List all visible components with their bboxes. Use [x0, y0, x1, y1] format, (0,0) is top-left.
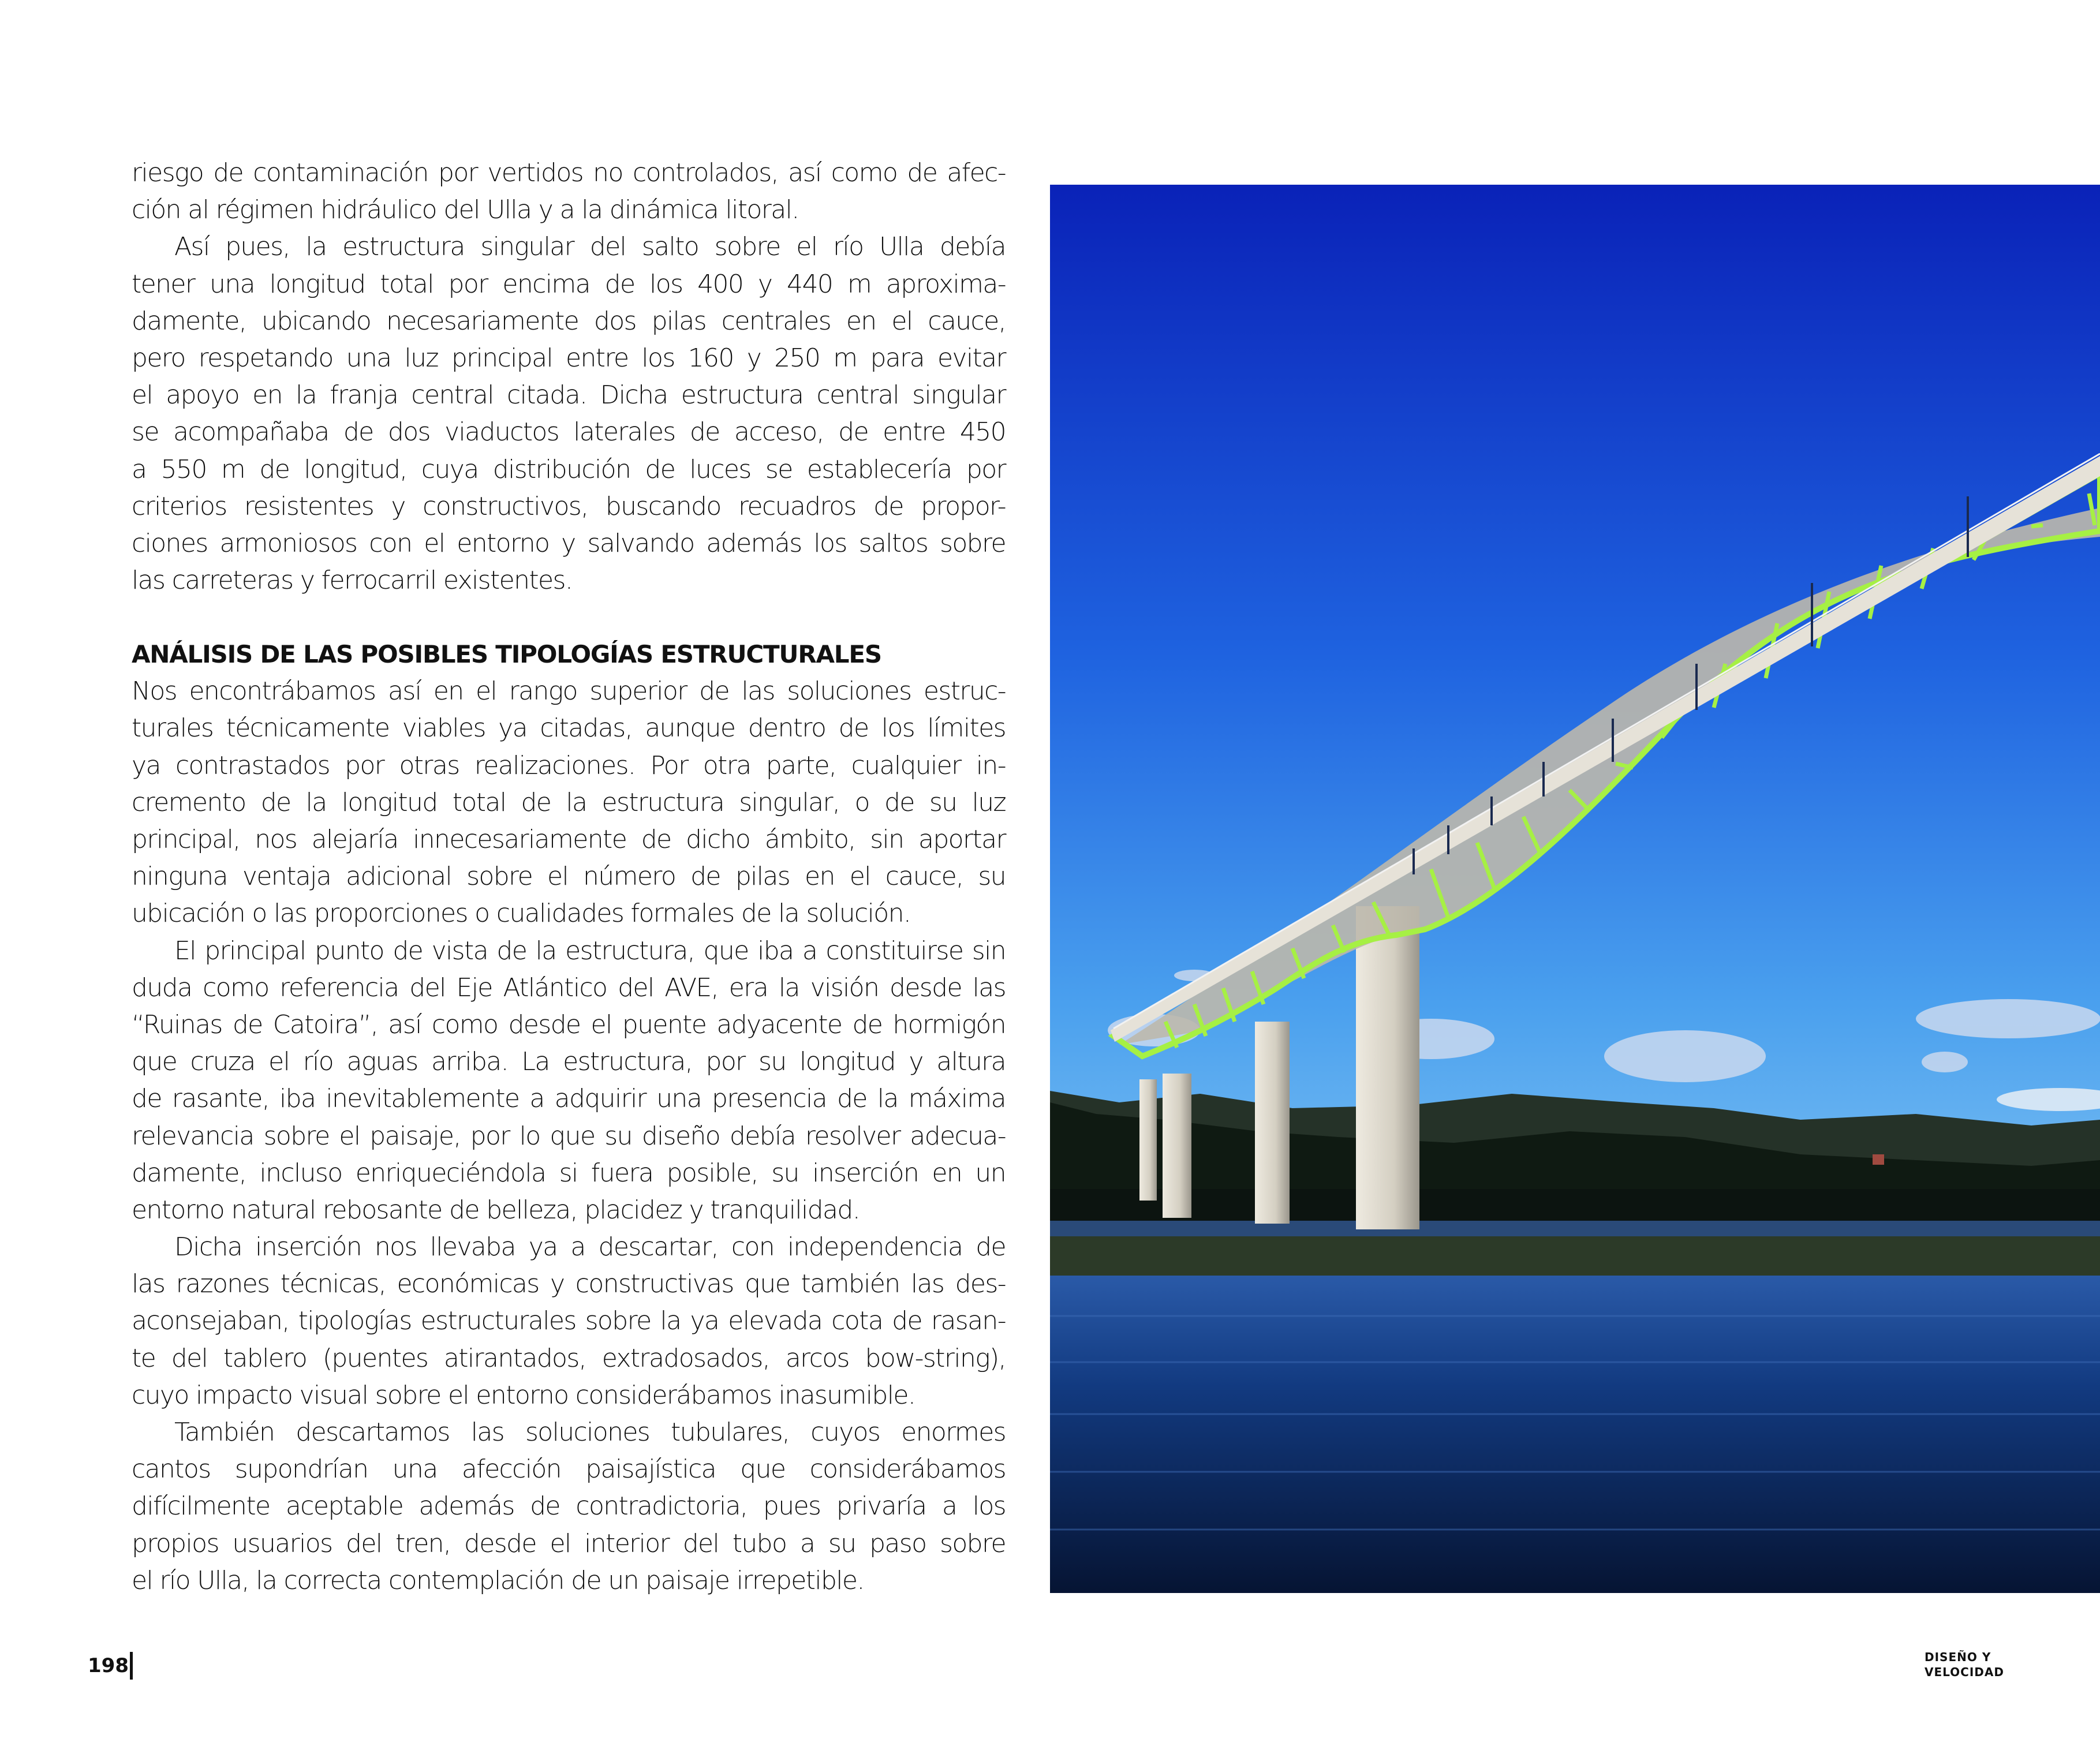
text-line: ya contrastados por otras realizaciones. Por otra parte, cualquier in- [132, 750, 1006, 780]
text-line: que cruza el río aguas arriba. La estructura, por su longitud y altura [132, 1047, 1006, 1077]
text-line: tener una longitud total por encima de los 400 y 440 m aproxima- [132, 269, 1006, 299]
text-line: turales técnicamente viables ya citadas, aunque dentro de los límites [132, 713, 1006, 743]
section-gap [132, 599, 1006, 636]
paragraph-5 [132, 1229, 1006, 1414]
text-line: ninguna ventaja adicional sobre el número de pilas en el cauce, su [132, 862, 1006, 892]
text-line: principal, nos alejaría innecesariamente de dicho ámbito, sin aportar [132, 825, 1006, 854]
text-line: damente, incluso enriqueciéndola si fuera posible, su inserción en un [132, 1158, 1006, 1188]
text-line: las carreteras y ferrocarril existentes. [132, 566, 573, 596]
running-head [1925, 1650, 2004, 1680]
text-line: pero respetando una luz principal entre los 160 y 250 m para evitar [132, 343, 1006, 373]
text-line: Dicha inserción nos llevaba ya a descartar, con independencia de [174, 1232, 1006, 1262]
text-line: propios usuarios del tren, desde el interior del tubo a su paso sobre [132, 1528, 1006, 1558]
paragraph-4 [132, 933, 1006, 1229]
text-line: damente, ubicando necesariamente dos pilas centrales en el cauce, [132, 306, 1006, 336]
text-line: Nos encontrábamos así en el rango superior de las soluciones estruc- [132, 676, 1006, 706]
bridge-photo [1050, 185, 2100, 1593]
text-line: se acompañaba de dos viaductos laterales de acceso, de entre 450 [132, 417, 1006, 447]
text-line: Así pues, la estructura singular del salto sobre el río Ulla debía [174, 232, 1006, 262]
text-line: difícilmente aceptable además de contradictoria, pues privaría a los [132, 1491, 1006, 1521]
text-line: de rasante, iba inevitablemente a adquirir una presencia de la máxima [132, 1084, 1006, 1114]
text-line: te del tablero (puentes atirantados, extradosados, arcos bow-string), [132, 1343, 1006, 1373]
text-line: las razones técnicas, económicas y constructivas que también las des- [132, 1269, 1006, 1299]
riverbank [1050, 1189, 2100, 1224]
sky [1050, 185, 2100, 1235]
text-line: ubicación o las proporciones o cualidades formales de la solución. [132, 899, 911, 929]
bridge-photo-illustration [1050, 185, 2100, 1593]
text-line: entorno natural rebosante de belleza, placidez y tranquilidad. [132, 1195, 860, 1225]
paragraph-1 [132, 155, 1006, 229]
text-line: También descartamos las soluciones tubulares, cuyos enormes [174, 1418, 1006, 1447]
text-line: el río Ulla, la correcta contemplación de un paisaje irrepetible. [132, 1565, 864, 1595]
running-head-line-1: DISEÑO Y [1925, 1650, 1991, 1664]
house [1873, 1154, 1884, 1165]
text-line: duda como referencia del Eje Atlántico del AVE, era la visión desde las [132, 973, 1006, 1003]
marsh [1050, 1236, 2100, 1277]
text-line: aconsejaban, tipologías estructurales sobre la ya elevada cota de rasan- [132, 1306, 1006, 1336]
text-line: riesgo de contaminación por vertidos no controlados, así como de afec- [132, 158, 1006, 188]
text-line: relevancia sobre el paisaje, por lo que su diseño debía resolver adecua- [132, 1121, 1006, 1151]
page-number-divider [130, 1652, 133, 1680]
text-line: el apoyo en la franja central citada. Dicha estructura central singular [132, 380, 1006, 410]
text-line: ciones armoniosos con el entorno y salvando además los saltos sobre [132, 528, 1006, 558]
paragraph-3 [132, 673, 1006, 932]
text-line: criterios resistentes y constructivos, buscando recuadros de propor- [132, 491, 1006, 521]
paragraph-2 [132, 229, 1006, 599]
paragraph-6 [132, 1414, 1006, 1599]
text-line: ción al régimen hidráulico del Ulla y a la dinámica litoral. [132, 195, 799, 225]
text-line: “Ruinas de Catoira”, así como desde el puente adyacente de hormigón [132, 1009, 1006, 1039]
text-line: cremento de la longitud total de la estructura singular, o de su luz [132, 787, 1006, 817]
text-column [132, 155, 1006, 1599]
text-line: cantos supondrían una afección paisajística que considerábamos [132, 1454, 1006, 1484]
water [1050, 1276, 2100, 1593]
river-band [1050, 1221, 2100, 1238]
running-head-line-2: VELOCIDAD [1925, 1665, 2004, 1679]
text-line: cuyo impacto visual sobre el entorno considerábamos inasumible. [132, 1380, 916, 1410]
section-heading: ANÁLISIS DE LAS POSIBLES TIPOLOGÍAS ESTRUCTURALES [132, 640, 881, 669]
page-number: 198 [88, 1654, 129, 1677]
text-line: El principal punto de vista de la estructura, que iba a constituirse sin [174, 936, 1006, 966]
text-line: a 550 m de longitud, cuya distribución de luces se establecería por [132, 454, 1006, 484]
